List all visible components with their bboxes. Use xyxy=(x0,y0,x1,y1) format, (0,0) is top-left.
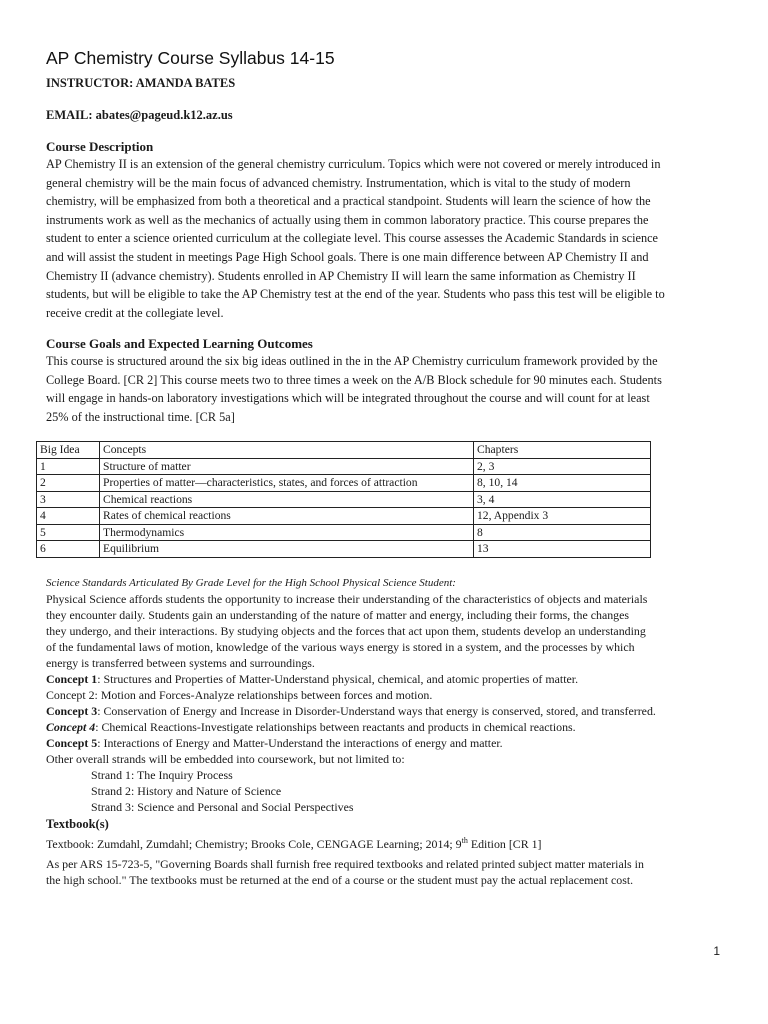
goals-line: 25% of the instructional time. [CR 5a] xyxy=(46,409,235,424)
table-cell: 4 xyxy=(37,508,100,525)
table-cell: 1 xyxy=(37,458,100,475)
textbook-line-main: Textbook: Zumdahl, Zumdahl; Chemistry; Brooks Cole, CENGAGE Learning; 2014; 9 xyxy=(46,837,462,851)
standards-line: Physical Science affords students the opportunity to increase their understanding of the characteristics of objects and materials xyxy=(46,592,648,606)
concept-label: Concept 2 xyxy=(46,688,95,702)
email-line: EMAIL: abates@pageud.k12.az.us xyxy=(46,108,233,122)
description-line: AP Chemistry II is an extension of the general chemistry curriculum. Topics which were not covered or merely introduced in xyxy=(46,157,661,171)
table-cell: 2 xyxy=(37,475,100,492)
table-cell: Structure of matter xyxy=(100,458,474,475)
concept-text: : Motion and Forces-Analyze relationships between forces and motion. xyxy=(94,688,433,702)
concept-label: Concept 1 xyxy=(46,672,98,686)
course-description-heading: Course Description xyxy=(46,139,154,154)
concept-text: : Conservation of Energy and Increase in Disorder-Understand ways that energy is conserved, stored, and transferred. xyxy=(97,704,656,718)
instructor-line: INSTRUCTOR: AMANDA BATES xyxy=(46,76,236,90)
standards-line: they undergo, and their interactions. By studying objects and the forces that act upon them, students develop an understanding xyxy=(46,624,646,638)
course-goals-heading: Course Goals and Expected Learning Outcomes xyxy=(46,336,313,351)
table-header-row xyxy=(37,442,651,459)
standards-title: Science Standards Articulated By Grade Level for the High School Physical Science Student: xyxy=(46,577,456,589)
description-line: chemistry, will be emphasized from both a theoretical and a practical standpoint. Students will learn the science of how the xyxy=(46,194,651,209)
goals-line: College Board. [CR 2] This course meets two to three times a week on the A/B Block schedule for 90 minutes each. Students xyxy=(46,372,662,387)
standards-section xyxy=(46,575,736,888)
table-cell: 3, 4 xyxy=(474,491,651,508)
table-cell: Equilibrium xyxy=(100,541,474,558)
table-cell: Rates of chemical reactions xyxy=(100,508,474,525)
table-cell: 2, 3 xyxy=(474,458,651,475)
table-cell: 5 xyxy=(37,524,100,541)
textbooks-heading: Textbook(s) xyxy=(46,817,109,831)
standards-line: they encounter daily. Students gain an understanding of the nature of matter and energy, including their forms, the changes xyxy=(46,608,630,622)
standards-line: of the fundamental laws of motion, knowledge of the various ways energy is stored in a system, and the processes by which xyxy=(46,640,635,654)
table-cell: Thermodynamics xyxy=(100,524,474,541)
table-cell: Chemical reactions xyxy=(100,491,474,508)
standards-line: energy is transferred between systems and surroundings. xyxy=(46,656,315,670)
table-row xyxy=(37,475,651,492)
course-goals-body xyxy=(46,352,728,426)
concept-text: : Interactions of Energy and Matter-Understand the interactions of energy and matter. xyxy=(97,736,503,750)
strand-item: Strand 2: History and Nature of Science xyxy=(91,784,282,798)
concept-item xyxy=(46,719,736,735)
description-line: Chemistry II (advance chemistry). Students enrolled in AP Chemistry II will learn the same information as Chemistry II xyxy=(46,268,636,283)
document-title: AP Chemistry Course Syllabus 14-15 xyxy=(46,48,335,68)
table-cell: 8, 10, 14 xyxy=(474,475,651,492)
concept-text: : Structures and Properties of Matter-Understand physical, chemical, and atomic properties of matter. xyxy=(97,672,579,686)
table-cell: Properties of matter—characteristics, states, and forces of attraction xyxy=(100,475,474,492)
table-cell: 3 xyxy=(37,491,100,508)
concept-text: : Chemical Reactions-Investigate relationships between reactants and products in chemical reactions. xyxy=(95,720,576,734)
course-description-body xyxy=(46,155,728,322)
description-line: general chemistry will be the main focus of advanced chemistry. Instrumentation, which is vital to the study of modern xyxy=(46,175,631,190)
table-cell: 8 xyxy=(474,524,651,541)
goals-line: This course is structured around the six big ideas outlined in the in the AP Chemistry curriculum framework provided by the xyxy=(46,354,658,368)
description-line: student to enter a science oriented curriculum at the collegiate level. This course assesses the Academic Standards in science xyxy=(46,231,659,246)
concept-item xyxy=(46,703,686,719)
strand-item: Strand 1: The Inquiry Process xyxy=(91,768,233,782)
table-row xyxy=(37,524,651,541)
table-row xyxy=(37,508,651,525)
ars-line: As per ARS 15-723-5, "Governing Boards shall furnish free required textbooks and related printed subject matter materials in xyxy=(46,857,644,871)
table-cell: 6 xyxy=(37,541,100,558)
description-line: receive credit at the collegiate level. xyxy=(46,305,224,320)
strand-item: Strand 3: Science and Personal and Social Perspectives xyxy=(91,800,354,814)
description-line: students, but will be eligible to take the AP Chemistry test at the end of the year. Students who pass this test will be eligible to xyxy=(46,287,665,302)
concept-item xyxy=(46,671,736,687)
table-header-cell: Big Idea xyxy=(37,442,100,459)
goals-line: will engage in hands-on laboratory investigations which will be integrated throughout the course and will count for at least xyxy=(46,391,650,406)
table-row xyxy=(37,541,651,558)
table-row xyxy=(37,491,651,508)
table-cell: 13 xyxy=(474,541,651,558)
description-line: and will assist the student in meetings Page High School goals. There is one main difference between AP Chemistry II and xyxy=(46,249,649,264)
concept-label: Concept 4 xyxy=(46,720,96,734)
textbook-line-tail: Edition [CR 1] xyxy=(467,837,542,851)
description-line: instruments work as well as the mechanics of actually using them in common laboratory practice. This course prepares the xyxy=(46,212,649,227)
table-header-cell: Concepts xyxy=(100,442,474,459)
concept-item xyxy=(46,687,736,703)
table-header-cell: Chapters xyxy=(474,442,651,459)
ars-line: the high school." The textbooks must be returned at the end of a course or the student must pay the actual replacement cost. xyxy=(46,873,634,887)
page-number: 1 xyxy=(713,944,720,958)
big-ideas-table xyxy=(36,441,651,558)
table-cell: 12, Appendix 3 xyxy=(474,508,651,525)
table-row xyxy=(37,458,651,475)
textbook-line xyxy=(46,836,736,852)
concept-item xyxy=(46,735,736,751)
concept-label: Concept 5 xyxy=(46,736,98,750)
other-strands-line: Other overall strands will be embedded into coursework, but not limited to: xyxy=(46,752,405,766)
concept-label: Concept 3 xyxy=(46,704,98,718)
textbook-edition-suffix: th xyxy=(461,836,468,846)
